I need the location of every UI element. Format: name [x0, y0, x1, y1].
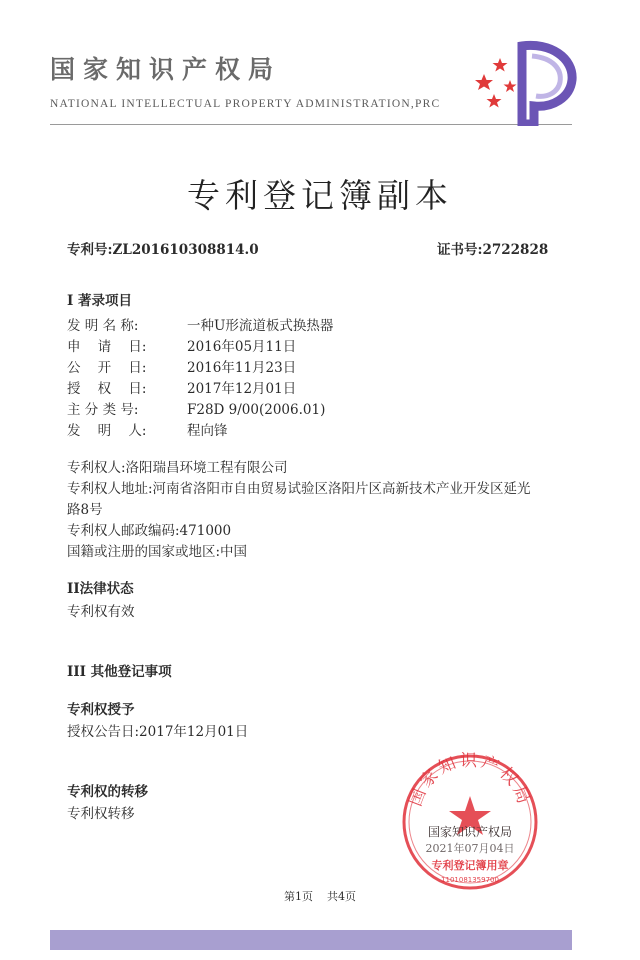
- footer-bar: [50, 930, 572, 950]
- patentee-country: 国籍或注册的国家或地区:中国: [67, 544, 248, 560]
- transfer-heading: 专利权的转移: [67, 784, 148, 800]
- org-name-english: NATIONAL INTELLECTUAL PROPERTY ADMINISTRATION,PRC: [50, 98, 441, 110]
- section-other-matters-heading: III 其他登记事项: [67, 664, 172, 680]
- seal-date-overlay: 2021年07月04日: [425, 842, 515, 855]
- bib-row: [67, 377, 296, 397]
- org-name-chinese: 国家知识产权局: [50, 55, 282, 84]
- bib-label: 公 开 日:: [67, 360, 147, 376]
- patent-number: [67, 238, 259, 258]
- bib-row: [67, 356, 296, 376]
- cnipa-logo-icon: [470, 36, 578, 126]
- bib-label: 授 权 日:: [67, 381, 147, 397]
- bib-value: 一种U形流道板式换热器: [187, 318, 334, 334]
- bib-value: F28D 9/00(2006.01): [187, 402, 326, 418]
- seal-org-overlay: 国家知识产权局: [427, 825, 513, 839]
- bib-value: 2017年12月01日: [187, 381, 297, 397]
- section-bibliographic-heading: I 著录项目: [67, 293, 133, 309]
- bib-value: 2016年05月11日: [187, 339, 297, 355]
- bib-row: [67, 335, 296, 355]
- document-title: 专利登记簿副本: [187, 176, 453, 215]
- certificate-number-value: 2722828: [482, 242, 549, 258]
- bib-value: 程向锋: [187, 423, 228, 439]
- grant-heading: 专利权授予: [67, 702, 135, 718]
- bib-value: 2016年11月23日: [187, 360, 297, 376]
- bib-row: [67, 314, 333, 334]
- certificate-number-label: 证书号:: [437, 242, 483, 258]
- bib-row: [67, 419, 228, 439]
- bib-row: [67, 398, 325, 418]
- bib-label: 主 分 类 号:: [67, 402, 139, 418]
- legal-status-value: 专利权有效: [67, 604, 135, 620]
- patent-number-label: 专利号:: [67, 242, 113, 258]
- patentee-address-line1: 专利权人地址:河南省洛阳市自由贸易试验区洛阳片区高新技术产业开发区延光: [67, 481, 531, 497]
- patentee-address-line2: 路8号: [67, 502, 103, 518]
- section-legal-status-heading: II法律状态: [67, 581, 134, 597]
- page-indicator: 第1页 共4页: [284, 890, 356, 903]
- seal-number: 1101081359700: [441, 876, 499, 884]
- seal-purpose: 专利登记簿用章: [431, 859, 509, 872]
- grant-announcement-date: 授权公告日:2017年12月01日: [67, 724, 249, 740]
- seal-ring-text: 国家知识产权局: [405, 752, 535, 810]
- bib-label: 发 明 名 称:: [67, 318, 139, 334]
- transfer-text: 专利权转移: [67, 806, 135, 822]
- patent-number-value: ZL201610308814.0: [112, 242, 259, 258]
- patentee: 专利权人:洛阳瑞昌环境工程有限公司: [67, 460, 288, 476]
- bib-label: 发 明 人:: [67, 423, 147, 439]
- patentee-postcode: 专利权人邮政编码:471000: [67, 523, 232, 539]
- official-seal: [400, 752, 540, 892]
- certificate-number: [437, 238, 548, 258]
- bib-label: 申 请 日:: [67, 339, 147, 355]
